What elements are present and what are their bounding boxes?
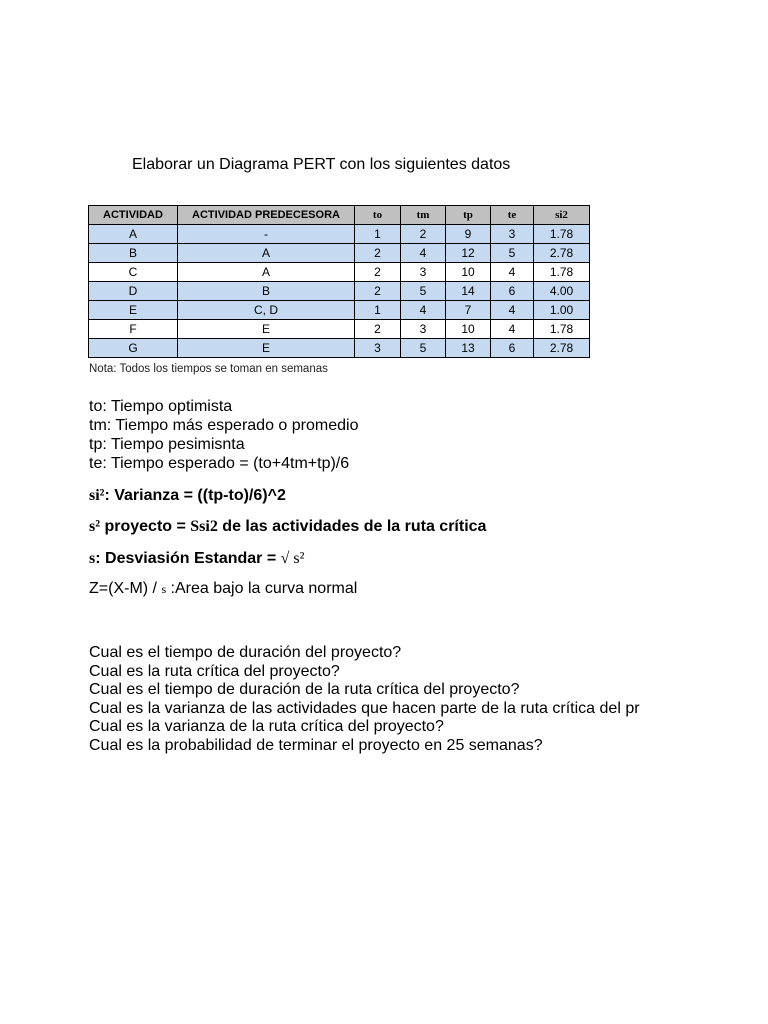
cell-si2: 1.00 xyxy=(534,301,590,320)
question-item: Cual es la ruta crítica del proyecto? xyxy=(89,662,340,680)
formula-symbol: s² xyxy=(89,518,101,535)
table-row xyxy=(89,301,590,320)
formula-text: proyecto = xyxy=(100,518,191,535)
definition-te: te: Tiempo esperado = (to+4tm+tp)/6 xyxy=(89,455,350,472)
root-symbol: √ s² xyxy=(280,550,305,567)
cell-tm: 3 xyxy=(401,320,446,339)
cell-tp: 13 xyxy=(446,339,491,358)
cell-tm: 5 xyxy=(401,282,446,301)
header-tm: tm xyxy=(401,206,446,225)
formula-symbol: s xyxy=(89,550,96,567)
definitions-block xyxy=(89,397,358,473)
cell-te: 4 xyxy=(491,301,534,320)
cell-actividad: D xyxy=(89,282,178,301)
cell-tp: 14 xyxy=(446,282,491,301)
header-predecesora: ACTIVIDAD PREDECESORA xyxy=(178,206,355,225)
cell-te: 3 xyxy=(491,225,534,244)
table-row xyxy=(89,320,590,339)
cell-tp: 7 xyxy=(446,301,491,320)
cell-tm: 2 xyxy=(401,225,446,244)
z-text: Z=(X-M) / xyxy=(89,580,162,597)
cell-te: 4 xyxy=(491,320,534,339)
cell-tm: 4 xyxy=(401,244,446,263)
table-row xyxy=(89,339,590,358)
cell-actividad: A xyxy=(89,225,178,244)
cell-to: 2 xyxy=(355,263,401,282)
cell-tp: 9 xyxy=(446,225,491,244)
cell-predecesora: E xyxy=(178,339,355,358)
cell-to: 3 xyxy=(355,339,401,358)
cell-te: 4 xyxy=(491,263,534,282)
question-item: Cual es el tiempo de duración de la ruta crítica del proyecto? xyxy=(89,681,520,698)
question-item: Cual es la varianza de las actividades que hacen parte de la ruta crítica del pr xyxy=(89,699,640,717)
definition-to: to: Tiempo optimista xyxy=(89,398,233,415)
question-item: Cual es el tiempo de duración del proyecto? xyxy=(89,644,402,661)
cell-predecesora: A xyxy=(178,263,355,282)
cell-si2: 1.78 xyxy=(534,320,590,339)
cell-tm: 3 xyxy=(401,263,446,282)
formula-varianza-proyecto xyxy=(89,518,486,536)
formula-desviacion xyxy=(89,550,304,568)
header-actividad: ACTIVIDAD xyxy=(89,206,178,225)
cell-to: 2 xyxy=(355,244,401,263)
cell-actividad: F xyxy=(89,320,178,339)
header-te: te xyxy=(491,206,534,225)
formula-text: : Desviasión Estandar = xyxy=(95,550,281,567)
cell-si2: 2.78 xyxy=(534,244,590,263)
cell-te: 6 xyxy=(491,339,534,358)
cell-tp: 10 xyxy=(446,263,491,282)
cell-tm: 4 xyxy=(401,301,446,320)
cell-si2: 2.78 xyxy=(534,339,590,358)
cell-to: 1 xyxy=(355,301,401,320)
table-header-row xyxy=(89,206,590,225)
cell-actividad: E xyxy=(89,301,178,320)
definition-tm: tm: Tiempo más esperado o promedio xyxy=(89,417,359,434)
cell-te: 6 xyxy=(491,282,534,301)
table-row xyxy=(89,263,590,282)
header-tp: tp xyxy=(446,206,491,225)
table-row xyxy=(89,225,590,244)
cell-actividad: B xyxy=(89,244,178,263)
cell-si2: 1.78 xyxy=(534,263,590,282)
cell-predecesora: C, D xyxy=(178,301,355,320)
sum-symbol: Ssi2 xyxy=(190,518,218,535)
cell-predecesora: A xyxy=(178,244,355,263)
cell-to: 2 xyxy=(355,320,401,339)
cell-si2: 1.78 xyxy=(534,225,590,244)
questions-block xyxy=(89,644,693,755)
formula-text-end: de las actividades de la ruta crítica xyxy=(217,518,487,535)
cell-actividad: C xyxy=(89,263,178,282)
table-row xyxy=(89,244,590,263)
cell-tp: 12 xyxy=(446,244,491,263)
document-title: Elaborar un Diagrama PERT con los siguientes datos xyxy=(132,156,511,173)
formula-varianza xyxy=(89,487,286,505)
formula-text: : Varianza = ((tp-to)/6)^2 xyxy=(104,487,286,504)
pert-table xyxy=(88,205,590,358)
cell-si2: 4.00 xyxy=(534,282,590,301)
z-text-end: :Area bajo la curva normal xyxy=(166,580,358,597)
cell-actividad: G xyxy=(89,339,178,358)
cell-tp: 10 xyxy=(446,320,491,339)
cell-to: 2 xyxy=(355,282,401,301)
question-item: Cual es la varianza de la ruta crítica del proyecto? xyxy=(89,718,444,735)
formula-symbol: si² xyxy=(89,487,105,504)
z-symbol: s xyxy=(161,582,167,596)
header-to: to xyxy=(355,206,401,225)
question-item: Cual es la probabilidad de terminar el proyecto en 25 semanas? xyxy=(89,736,543,754)
cell-to: 1 xyxy=(355,225,401,244)
cell-tm: 5 xyxy=(401,339,446,358)
cell-te: 5 xyxy=(491,244,534,263)
z-formula xyxy=(89,580,357,598)
cell-predecesora: - xyxy=(178,225,355,244)
table-row xyxy=(89,282,590,301)
cell-predecesora: E xyxy=(178,320,355,339)
cell-predecesora: B xyxy=(178,282,355,301)
definition-tp: tp: Tiempo pesimisnta xyxy=(89,436,245,453)
table-note: Nota: Todos los tiempos se toman en semanas xyxy=(89,363,328,375)
header-si2: si2 xyxy=(534,206,590,225)
